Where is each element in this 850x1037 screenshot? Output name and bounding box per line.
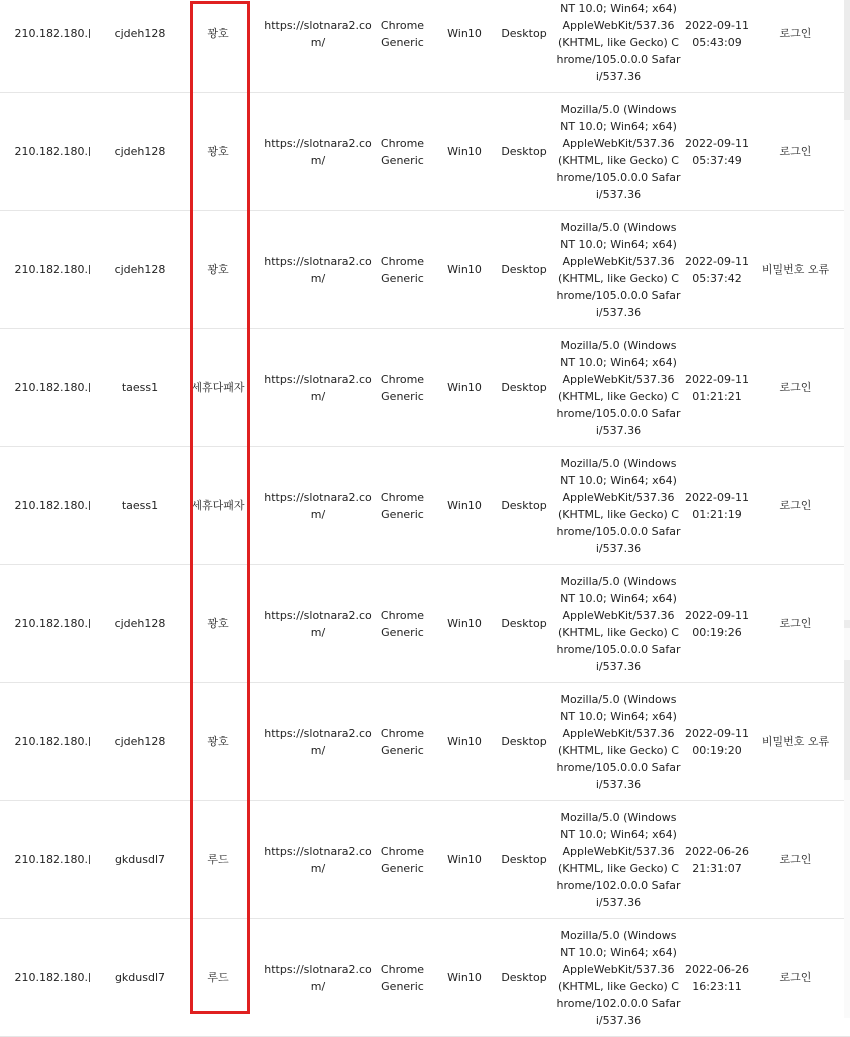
device-cell: [495, 683, 553, 800]
os-cell: [437, 329, 492, 446]
browser-name: Chrome Generic: [380, 490, 425, 521]
browser-name: Chrome Generic: [380, 372, 425, 403]
table-row: [0, 0, 850, 93]
date: 2022-06-26: [685, 962, 749, 976]
device-type: Desktop: [501, 263, 547, 276]
date: 2022-09-11: [685, 726, 749, 740]
time: 05:37:49: [692, 153, 742, 167]
date: 2022-09-11: [685, 608, 749, 622]
ip-address: 210.182.180.: [14, 853, 88, 866]
ip-address: 210.182.180.: [14, 381, 88, 394]
nickname: 꽝호: [207, 263, 229, 276]
login-result: 비밀번호 오류: [761, 263, 830, 276]
user-agent-cell: [556, 447, 681, 564]
os-name: Win10: [447, 263, 482, 276]
nickname-cell: [188, 93, 248, 210]
os-cell: [437, 211, 492, 328]
user-agent-cell: [556, 93, 681, 210]
browser-cell: [375, 683, 430, 800]
login-result: 비밀번호 오류: [761, 735, 830, 748]
url-cell: [263, 801, 373, 918]
date: 2022-09-11: [685, 254, 749, 268]
table-row: [0, 93, 850, 211]
datetime: [685, 843, 749, 877]
table-row: [0, 919, 850, 1037]
table-row: [0, 565, 850, 683]
user-agent: Mozilla/5.0 (Windows NT 10.0; Win64; x64) AppleWebKit/537.36 (KHTML, like Gecko) Chrome/105.0.0.0 Safari/537.36: [556, 456, 681, 555]
user-id: taess1: [121, 381, 159, 394]
datetime-cell: [682, 93, 752, 210]
user-id: gkdusdl7: [114, 971, 166, 984]
user-agent-cell: [556, 565, 681, 682]
login-result: 로그인: [779, 971, 812, 984]
date: 2022-09-11: [685, 18, 749, 32]
result-cell: [753, 329, 838, 446]
os-cell: [437, 683, 492, 800]
device-cell: [495, 919, 553, 1036]
result-cell: [753, 565, 838, 682]
nickname: 꽝호: [207, 617, 229, 630]
nickname: 세휴다패자: [191, 499, 245, 512]
user-id-cell: [95, 565, 185, 682]
site-url: https://slotnara2.com/: [264, 726, 372, 757]
os-name: Win10: [447, 617, 482, 630]
user-id-cell: [95, 801, 185, 918]
result-cell: [753, 211, 838, 328]
site-url: https://slotnara2.com/: [264, 608, 372, 639]
user-id: cjdeh128: [114, 145, 166, 158]
result-cell: [753, 0, 838, 92]
browser-name: Chrome Generic: [380, 608, 425, 639]
site-url: https://slotnara2.com/: [264, 962, 372, 993]
ip-truncation-mark: [89, 147, 93, 156]
ip-address: 210.182.180.: [14, 145, 88, 158]
login-result: 로그인: [779, 853, 812, 866]
device-type: Desktop: [501, 617, 547, 630]
user-agent-cell: [556, 801, 681, 918]
user-agent-cell: [556, 919, 681, 1036]
date: 2022-06-26: [685, 844, 749, 858]
os-name: Win10: [447, 853, 482, 866]
time: 05:43:09: [692, 35, 742, 49]
table-row: [0, 447, 850, 565]
user-id: taess1: [121, 499, 159, 512]
time: 21:31:07: [692, 861, 742, 875]
device-cell: [495, 211, 553, 328]
ip-truncation-mark: [89, 501, 93, 510]
site-url: https://slotnara2.com/: [264, 18, 372, 49]
date: 2022-09-11: [685, 372, 749, 386]
device-cell: [495, 329, 553, 446]
ip-address: 210.182.180.: [14, 263, 88, 276]
device-cell: [495, 447, 553, 564]
ip-truncation-mark: [89, 29, 93, 38]
device-type: Desktop: [501, 971, 547, 984]
user-id-cell: [95, 93, 185, 210]
datetime-cell: [682, 919, 752, 1036]
url-cell: [263, 565, 373, 682]
user-agent: Mozilla/5.0 (Windows NT 10.0; Win64; x64) AppleWebKit/537.36 (KHTML, like Gecko) Chrome/105.0.0.0 Safari/537.36: [556, 338, 681, 437]
scrollbar-track[interactable]: [844, 0, 850, 1018]
nickname: 루드: [207, 853, 229, 866]
scrollbar-segment[interactable]: [844, 620, 850, 628]
browser-cell: [375, 93, 430, 210]
url-cell: [263, 329, 373, 446]
login-result: 로그인: [779, 145, 812, 158]
user-id: gkdusdl7: [114, 853, 166, 866]
user-agent-cell: [556, 211, 681, 328]
ip-truncation-mark: [89, 973, 93, 982]
os-cell: [437, 93, 492, 210]
datetime-cell: [682, 683, 752, 800]
datetime: [685, 17, 749, 51]
device-type: Desktop: [501, 381, 547, 394]
ip-truncation-mark: [89, 619, 93, 628]
browser-name: Chrome Generic: [380, 726, 425, 757]
user-agent: Mozilla/5.0 (Windows NT 10.0; Win64; x64) AppleWebKit/537.36 (KHTML, like Gecko) Chrome/105.0.0.0 Safari/537.36: [556, 102, 681, 201]
time: 01:21:19: [692, 507, 742, 521]
ip-address: 210.182.180.: [14, 27, 88, 40]
browser-cell: [375, 211, 430, 328]
os-name: Win10: [447, 735, 482, 748]
os-cell: [437, 0, 492, 92]
device-cell: [495, 93, 553, 210]
site-url: https://slotnara2.com/: [264, 490, 372, 521]
browser-name: Chrome Generic: [380, 136, 425, 167]
nickname-cell: [188, 0, 248, 92]
device-type: Desktop: [501, 145, 547, 158]
user-id: cjdeh128: [114, 735, 166, 748]
os-name: Win10: [447, 499, 482, 512]
datetime-cell: [682, 0, 752, 92]
device-cell: [495, 801, 553, 918]
ip-address: 210.182.180.: [14, 971, 88, 984]
time: 16:23:11: [692, 979, 742, 993]
ip-address: 210.182.180.: [14, 499, 88, 512]
url-cell: [263, 447, 373, 564]
nickname-cell: [188, 329, 248, 446]
site-url: https://slotnara2.com/: [264, 136, 372, 167]
ip-address: 210.182.180.: [14, 617, 88, 630]
os-name: Win10: [447, 145, 482, 158]
datetime: [685, 725, 749, 759]
user-id-cell: [95, 919, 185, 1036]
os-name: Win10: [447, 971, 482, 984]
nickname-cell: [188, 919, 248, 1036]
browser-name: Chrome Generic: [380, 18, 425, 49]
os-cell: [437, 447, 492, 564]
datetime-cell: [682, 447, 752, 564]
datetime: [685, 961, 749, 995]
table-row: [0, 683, 850, 801]
user-id-cell: [95, 0, 185, 92]
datetime-cell: [682, 565, 752, 682]
table-row: [0, 211, 850, 329]
browser-name: Chrome Generic: [380, 962, 425, 993]
ip-truncation-mark: [89, 383, 93, 392]
user-agent: Mozilla/5.0 (Windows NT 10.0; Win64; x64) AppleWebKit/537.36 (KHTML, like Gecko) Chrome/105.0.0.0 Safari/537.36: [556, 574, 681, 673]
ip-truncation-mark: [89, 855, 93, 864]
table-row: [0, 329, 850, 447]
browser-name: Chrome Generic: [380, 254, 425, 285]
user-agent: NT 10.0; Win64; x64) AppleWebKit/537.36 (KHTML, like Gecko) Chrome/105.0.0.0 Safari/537.36: [556, 1, 681, 83]
nickname-cell: [188, 565, 248, 682]
os-name: Win10: [447, 27, 482, 40]
scrollbar-segment[interactable]: [844, 660, 850, 780]
datetime: [685, 253, 749, 287]
user-id: cjdeh128: [114, 263, 166, 276]
table-row: [0, 801, 850, 919]
os-cell: [437, 801, 492, 918]
site-url: https://slotnara2.com/: [264, 254, 372, 285]
user-agent-cell: [556, 329, 681, 446]
ip-address: 210.182.180.: [14, 735, 88, 748]
device-type: Desktop: [501, 735, 547, 748]
user-id: cjdeh128: [114, 27, 166, 40]
scrollbar-segment[interactable]: [844, 0, 850, 120]
os-cell: [437, 565, 492, 682]
datetime: [685, 607, 749, 641]
user-id-cell: [95, 683, 185, 800]
nickname: 꽝호: [207, 27, 229, 40]
nickname-cell: [188, 801, 248, 918]
os-cell: [437, 919, 492, 1036]
datetime: [685, 489, 749, 523]
user-agent-cell: [556, 0, 681, 92]
url-cell: [263, 211, 373, 328]
login-result: 로그인: [779, 381, 812, 394]
date: 2022-09-11: [685, 136, 749, 150]
nickname-cell: [188, 447, 248, 564]
nickname: 세휴다패자: [191, 381, 245, 394]
result-cell: [753, 93, 838, 210]
datetime: [685, 135, 749, 169]
device-cell: [495, 0, 553, 92]
nickname: 꽝호: [207, 145, 229, 158]
device-cell: [495, 565, 553, 682]
browser-cell: [375, 0, 430, 92]
user-id-cell: [95, 211, 185, 328]
url-cell: [263, 93, 373, 210]
nickname: 꽝호: [207, 735, 229, 748]
device-type: Desktop: [501, 499, 547, 512]
user-id: cjdeh128: [114, 617, 166, 630]
date: 2022-09-11: [685, 490, 749, 504]
time: 00:19:26: [692, 625, 742, 639]
time: 01:21:21: [692, 389, 742, 403]
url-cell: [263, 0, 373, 92]
datetime: [685, 371, 749, 405]
browser-cell: [375, 447, 430, 564]
user-agent: Mozilla/5.0 (Windows NT 10.0; Win64; x64) AppleWebKit/537.36 (KHTML, like Gecko) Chrome/102.0.0.0 Safari/537.36: [556, 810, 681, 909]
result-cell: [753, 683, 838, 800]
site-url: https://slotnara2.com/: [264, 844, 372, 875]
time: 00:19:20: [692, 743, 742, 757]
browser-cell: [375, 801, 430, 918]
browser-cell: [375, 329, 430, 446]
datetime-cell: [682, 211, 752, 328]
datetime-cell: [682, 801, 752, 918]
nickname: 루드: [207, 971, 229, 984]
login-result: 로그인: [779, 499, 812, 512]
result-cell: [753, 919, 838, 1036]
user-id-cell: [95, 447, 185, 564]
user-id-cell: [95, 329, 185, 446]
browser-name: Chrome Generic: [380, 844, 425, 875]
time: 05:37:42: [692, 271, 742, 285]
browser-cell: [375, 919, 430, 1036]
device-type: Desktop: [501, 853, 547, 866]
url-cell: [263, 683, 373, 800]
site-url: https://slotnara2.com/: [264, 372, 372, 403]
login-result: 로그인: [779, 617, 812, 630]
os-name: Win10: [447, 381, 482, 394]
user-agent: Mozilla/5.0 (Windows NT 10.0; Win64; x64) AppleWebKit/537.36 (KHTML, like Gecko) Chrome/105.0.0.0 Safari/537.36: [556, 692, 681, 791]
nickname-cell: [188, 683, 248, 800]
user-agent: Mozilla/5.0 (Windows NT 10.0; Win64; x64) AppleWebKit/537.36 (KHTML, like Gecko) Chrome/102.0.0.0 Safari/537.36: [556, 928, 681, 1027]
user-agent: Mozilla/5.0 (Windows NT 10.0; Win64; x64) AppleWebKit/537.36 (KHTML, like Gecko) Chrome/105.0.0.0 Safari/537.36: [556, 220, 681, 319]
nickname-cell: [188, 211, 248, 328]
datetime-cell: [682, 329, 752, 446]
login-result: 로그인: [779, 27, 812, 40]
ip-truncation-mark: [89, 265, 93, 274]
browser-cell: [375, 565, 430, 682]
result-cell: [753, 447, 838, 564]
result-cell: [753, 801, 838, 918]
ip-truncation-mark: [89, 737, 93, 746]
url-cell: [263, 919, 373, 1036]
device-type: Desktop: [501, 27, 547, 40]
user-agent-cell: [556, 683, 681, 800]
